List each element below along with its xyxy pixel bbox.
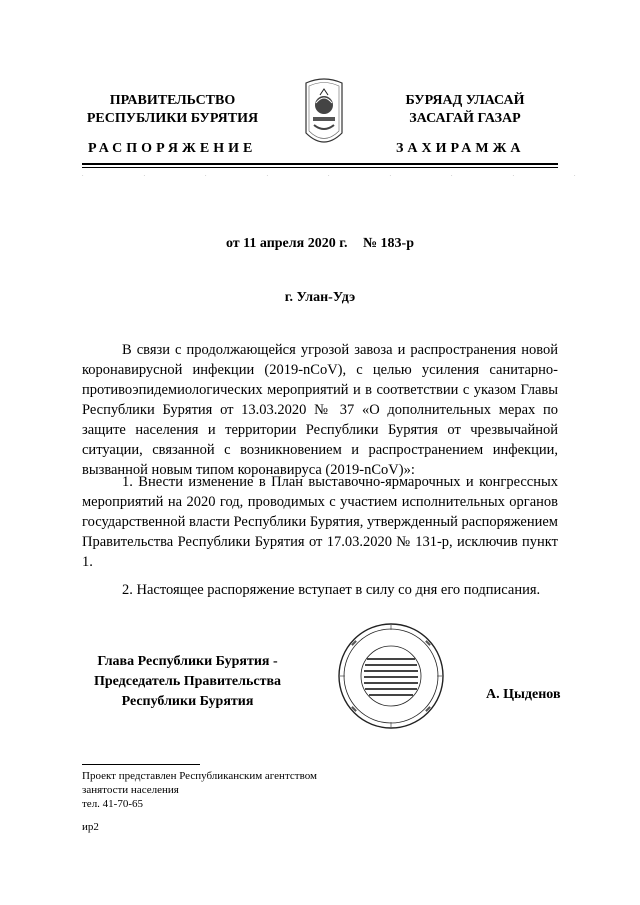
header-left-line1: ПРАВИТЕЛЬСТВО xyxy=(109,93,236,108)
signatory-title-line2: Председатель Правительства xyxy=(93,674,282,689)
header-government-ru xyxy=(80,92,265,128)
header-right-line1: БУРЯАД УЛАСАЙ xyxy=(405,93,525,108)
body-paragraph-item-1: 1. Внести изменение в План выставочно-ярмарочных и конгрессных мероприятий на 2020 год, проводимых с участием исполнительных органов государственной власти Республики Бурятия, утвержденный распоряжением Правительства Республики Бурятия от 17.03.2020 № 131-р, исключив пункт 1. xyxy=(82,474,558,570)
document-code: ир2 xyxy=(82,821,99,833)
official-stamp-icon xyxy=(337,622,445,730)
header-left-line2: РЕСПУБЛИКИ БУРЯТИЯ xyxy=(86,111,259,126)
footnote-block xyxy=(82,769,402,811)
footnote-line2: занятости населения xyxy=(82,784,179,796)
order-title-ru: РАСПОРЯЖЕНИЕ xyxy=(88,141,257,156)
header-government-bua xyxy=(385,92,545,128)
document-number: № 183-р xyxy=(362,236,415,251)
header-dotted-line: ......... xyxy=(82,172,636,178)
header-right-line2: ЗАСАГАЙ ГАЗАР xyxy=(409,111,521,126)
header-divider-thin xyxy=(82,167,558,168)
body-paragraph-preamble: В связи с продолжающейся угрозой завоза и распространения новой коронавирусной инфекции (2019-nCoV), с целью усиления санитарно-противоэпидемиологических мероприятий и в соответствии с указом Главы Республики Бурятия от 13.03.2020 № 37 «О дополнительных мерах по защите населения и территории Республики Бурятия от чрезвычайной ситуации, связанной с возникновением и распространением инфекции, вызванной новым типом коронавируса (2019-nCoV)»: xyxy=(82,342,558,478)
document-city: г. Улан-Удэ xyxy=(284,290,356,305)
signatory-title xyxy=(80,652,295,712)
body-paragraph-item-2: 2. Настоящее распоряжение вступает в силу со дня его подписания. xyxy=(122,582,541,598)
signatory-title-line1: Глава Республики Бурятия - xyxy=(97,654,278,669)
footnote-line1: Проект представлен Республиканским агентством xyxy=(82,770,317,782)
footnote-phone: тел. 41-70-65 xyxy=(82,798,144,810)
signatory-title-line3: Республики Бурятия xyxy=(121,694,254,709)
footnote-divider xyxy=(82,764,200,765)
order-title-bua: ЗАХИРАМЖА xyxy=(396,141,525,156)
document-date: от 11 апреля 2020 г. xyxy=(225,236,348,251)
coat-of-arms-icon xyxy=(300,75,348,153)
signatory-name: А. Цыденов xyxy=(486,687,561,702)
header-divider-thick xyxy=(82,163,558,165)
document-date-number xyxy=(0,236,640,252)
